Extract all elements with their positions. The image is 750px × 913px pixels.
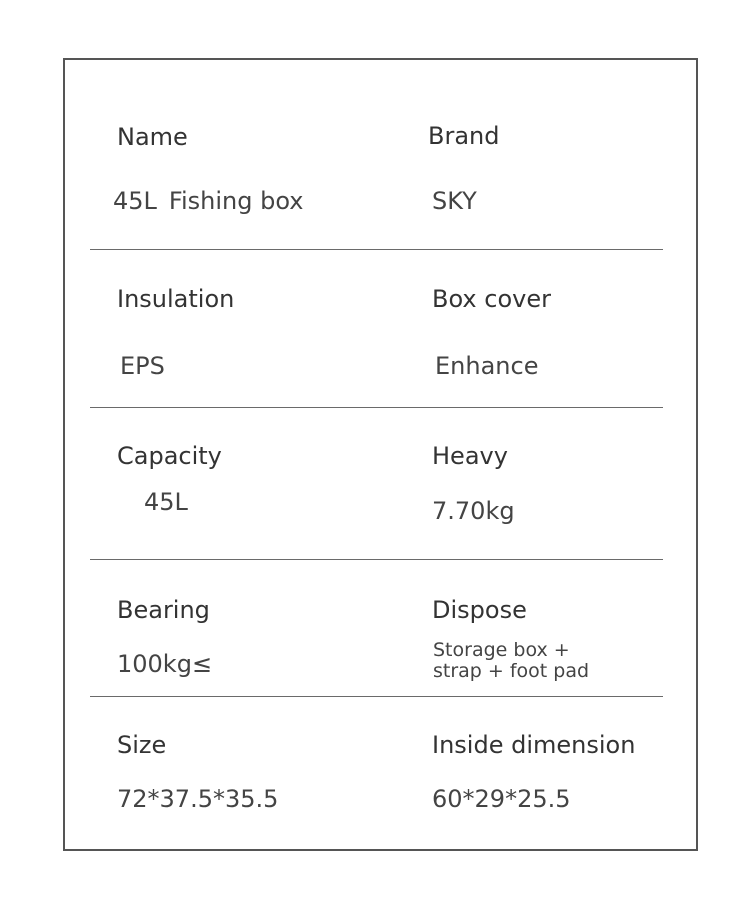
row-divider	[90, 407, 663, 408]
bearing-label: Bearing	[117, 596, 210, 624]
row-divider	[90, 559, 663, 560]
insulation-value: EPS	[120, 352, 165, 380]
name-value	[113, 187, 304, 215]
size-label: Size	[117, 731, 167, 759]
inside-dimension-label: Inside dimension	[432, 731, 636, 759]
brand-label: Brand	[428, 122, 500, 150]
size-value: 72*37.5*35.5	[117, 785, 279, 813]
box-cover-label: Box cover	[432, 285, 551, 313]
capacity-value: 45L	[144, 488, 188, 516]
box-cover-value: Enhance	[435, 352, 539, 380]
row-divider	[90, 249, 663, 250]
heavy-label: Heavy	[432, 442, 508, 470]
bearing-value: 100kg≤	[117, 650, 213, 678]
name-value-prefix: 45L	[113, 187, 157, 215]
name-label: Name	[117, 123, 188, 151]
name-value-text: Fishing box	[168, 187, 304, 215]
dispose-value-line2: strap + foot pad	[433, 660, 590, 682]
capacity-label: Capacity	[117, 442, 222, 470]
dispose-value-line1: Storage box +	[433, 639, 570, 661]
brand-value: SKY	[432, 187, 477, 215]
heavy-value: 7.70kg	[432, 497, 515, 525]
dispose-label: Dispose	[432, 596, 527, 624]
insulation-label: Insulation	[117, 285, 235, 313]
inside-dimension-value: 60*29*25.5	[432, 785, 571, 813]
row-divider	[90, 696, 663, 697]
